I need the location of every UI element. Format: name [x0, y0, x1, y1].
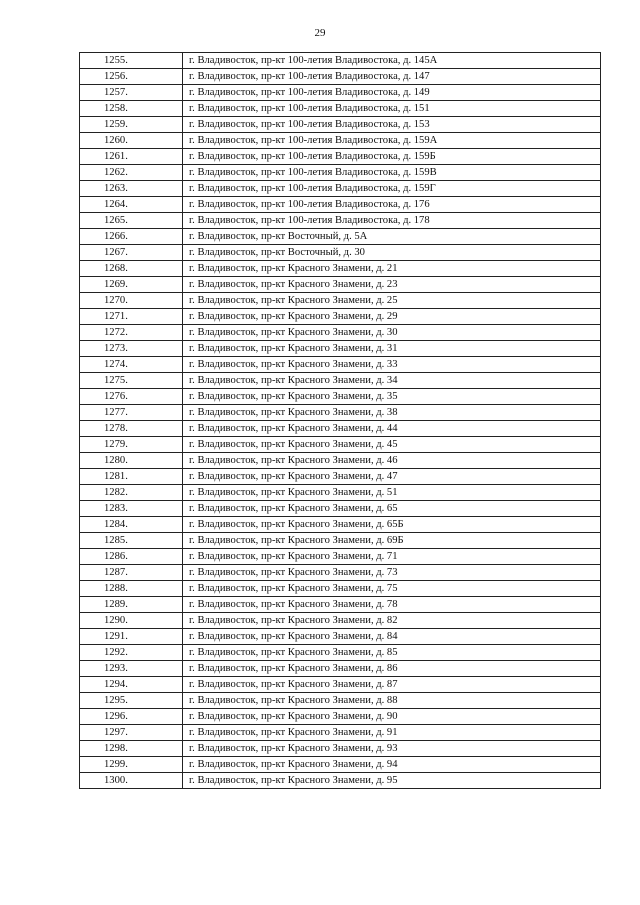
row-number: 1258. — [80, 101, 183, 117]
table-row — [80, 709, 601, 725]
row-address: г. Владивосток, пр-кт Красного Знамени, д. 90 — [183, 709, 601, 725]
row-address: г. Владивосток, пр-кт Красного Знамени, д. 94 — [183, 757, 601, 773]
row-address: г. Владивосток, пр-кт Красного Знамени, д. 30 — [183, 325, 601, 341]
row-number: 1267. — [80, 245, 183, 261]
table-row — [80, 565, 601, 581]
row-number: 1294. — [80, 677, 183, 693]
table-row — [80, 229, 601, 245]
table-row — [80, 597, 601, 613]
row-number: 1283. — [80, 501, 183, 517]
row-number: 1264. — [80, 197, 183, 213]
table-row — [80, 261, 601, 277]
table-row — [80, 581, 601, 597]
table-row — [80, 277, 601, 293]
row-address: г. Владивосток, пр-кт Красного Знамени, д. 21 — [183, 261, 601, 277]
row-address: г. Владивосток, пр-кт Красного Знамени, д. 23 — [183, 277, 601, 293]
row-address: г. Владивосток, пр-кт Красного Знамени, д. 95 — [183, 773, 601, 789]
table-row — [80, 613, 601, 629]
table-row — [80, 389, 601, 405]
table-row — [80, 325, 601, 341]
row-number: 1266. — [80, 229, 183, 245]
row-number: 1262. — [80, 165, 183, 181]
table-row — [80, 181, 601, 197]
row-address: г. Владивосток, пр-кт Красного Знамени, д. 35 — [183, 389, 601, 405]
row-address: г. Владивосток, пр-кт Красного Знамени, д. 93 — [183, 741, 601, 757]
table-row — [80, 117, 601, 133]
row-address: г. Владивосток, пр-кт 100-летия Владивостока, д. 159В — [183, 165, 601, 181]
row-number: 1290. — [80, 613, 183, 629]
row-address: г. Владивосток, пр-кт 100-летия Владивостока, д. 147 — [183, 69, 601, 85]
table-row — [80, 165, 601, 181]
table-row — [80, 53, 601, 69]
row-address: г. Владивосток, пр-кт Красного Знамени, д. 65 — [183, 501, 601, 517]
table-row — [80, 725, 601, 741]
row-number: 1285. — [80, 533, 183, 549]
table-row — [80, 149, 601, 165]
table-row — [80, 549, 601, 565]
row-address: г. Владивосток, пр-кт Красного Знамени, д. 25 — [183, 293, 601, 309]
table-row — [80, 485, 601, 501]
table-row — [80, 757, 601, 773]
row-number: 1269. — [80, 277, 183, 293]
table-row — [80, 341, 601, 357]
row-number: 1280. — [80, 453, 183, 469]
row-address: г. Владивосток, пр-кт Красного Знамени, д. 29 — [183, 309, 601, 325]
table-row — [80, 741, 601, 757]
table-row — [80, 677, 601, 693]
row-address: г. Владивосток, пр-кт 100-летия Владивостока, д. 151 — [183, 101, 601, 117]
row-number: 1299. — [80, 757, 183, 773]
row-address: г. Владивосток, пр-кт Красного Знамени, д. 88 — [183, 693, 601, 709]
row-number: 1256. — [80, 69, 183, 85]
row-number: 1279. — [80, 437, 183, 453]
table-row — [80, 69, 601, 85]
row-number: 1284. — [80, 517, 183, 533]
row-address: г. Владивосток, пр-кт Красного Знамени, д. 33 — [183, 357, 601, 373]
table-row — [80, 469, 601, 485]
row-address: г. Владивосток, пр-кт Восточный, д. 5А — [183, 229, 601, 245]
table-row — [80, 421, 601, 437]
row-address: г. Владивосток, пр-кт Красного Знамени, д. 44 — [183, 421, 601, 437]
row-number: 1276. — [80, 389, 183, 405]
row-number: 1277. — [80, 405, 183, 421]
row-number: 1273. — [80, 341, 183, 357]
row-address: г. Владивосток, пр-кт Красного Знамени, д. 46 — [183, 453, 601, 469]
row-address: г. Владивосток, пр-кт Красного Знамени, д. 86 — [183, 661, 601, 677]
row-number: 1261. — [80, 149, 183, 165]
row-number: 1274. — [80, 357, 183, 373]
row-address: г. Владивосток, пр-кт 100-летия Владивостока, д. 178 — [183, 213, 601, 229]
table-row — [80, 133, 601, 149]
row-address: г. Владивосток, пр-кт 100-летия Владивостока, д. 159А — [183, 133, 601, 149]
row-address: г. Владивосток, пр-кт 100-летия Владивостока, д. 145А — [183, 53, 601, 69]
row-number: 1300. — [80, 773, 183, 789]
table-row — [80, 197, 601, 213]
table-row — [80, 629, 601, 645]
table-row — [80, 773, 601, 789]
table-row — [80, 357, 601, 373]
row-number: 1288. — [80, 581, 183, 597]
page-number: 29 — [314, 27, 326, 39]
row-address: г. Владивосток, пр-кт Красного Знамени, д. 65Б — [183, 517, 601, 533]
row-address: г. Владивосток, пр-кт Восточный, д. 30 — [183, 245, 601, 261]
table-row — [80, 85, 601, 101]
table-row — [80, 645, 601, 661]
row-address: г. Владивосток, пр-кт Красного Знамени, д. 73 — [183, 565, 601, 581]
table-row — [80, 533, 601, 549]
row-address: г. Владивосток, пр-кт Красного Знамени, д. 47 — [183, 469, 601, 485]
row-number: 1272. — [80, 325, 183, 341]
row-number: 1298. — [80, 741, 183, 757]
row-number: 1296. — [80, 709, 183, 725]
row-number: 1268. — [80, 261, 183, 277]
row-number: 1275. — [80, 373, 183, 389]
row-address: г. Владивосток, пр-кт 100-летия Владивостока, д. 176 — [183, 197, 601, 213]
row-address: г. Владивосток, пр-кт 100-летия Владивостока, д. 149 — [183, 85, 601, 101]
row-number: 1282. — [80, 485, 183, 501]
row-number: 1260. — [80, 133, 183, 149]
row-address: г. Владивосток, пр-кт Красного Знамени, д. 85 — [183, 645, 601, 661]
row-number: 1291. — [80, 629, 183, 645]
row-number: 1265. — [80, 213, 183, 229]
row-address: г. Владивосток, пр-кт Красного Знамени, д. 91 — [183, 725, 601, 741]
table-row — [80, 245, 601, 261]
row-address: г. Владивосток, пр-кт Красного Знамени, д. 78 — [183, 597, 601, 613]
row-address: г. Владивосток, пр-кт Красного Знамени, д. 84 — [183, 629, 601, 645]
row-address: г. Владивосток, пр-кт Красного Знамени, д. 51 — [183, 485, 601, 501]
row-number: 1259. — [80, 117, 183, 133]
row-number: 1255. — [80, 53, 183, 69]
table-row — [80, 453, 601, 469]
table-row — [80, 309, 601, 325]
row-address: г. Владивосток, пр-кт Красного Знамени, д. 38 — [183, 405, 601, 421]
row-number: 1270. — [80, 293, 183, 309]
row-number: 1287. — [80, 565, 183, 581]
row-number: 1292. — [80, 645, 183, 661]
table-row — [80, 501, 601, 517]
table-row — [80, 213, 601, 229]
row-address: г. Владивосток, пр-кт Красного Знамени, д. 75 — [183, 581, 601, 597]
table-row — [80, 101, 601, 117]
table-row — [80, 517, 601, 533]
row-number: 1281. — [80, 469, 183, 485]
row-number: 1286. — [80, 549, 183, 565]
address-table — [79, 52, 601, 789]
table-row — [80, 437, 601, 453]
table-row — [80, 693, 601, 709]
row-address: г. Владивосток, пр-кт Красного Знамени, д. 69Б — [183, 533, 601, 549]
row-number: 1278. — [80, 421, 183, 437]
table-row — [80, 661, 601, 677]
row-number: 1257. — [80, 85, 183, 101]
row-address: г. Владивосток, пр-кт 100-летия Владивостока, д. 153 — [183, 117, 601, 133]
row-address: г. Владивосток, пр-кт Красного Знамени, д. 71 — [183, 549, 601, 565]
row-number: 1263. — [80, 181, 183, 197]
address-table-body — [80, 53, 601, 789]
row-number: 1271. — [80, 309, 183, 325]
row-address: г. Владивосток, пр-кт Красного Знамени, д. 34 — [183, 373, 601, 389]
row-number: 1293. — [80, 661, 183, 677]
row-number: 1289. — [80, 597, 183, 613]
row-number: 1295. — [80, 693, 183, 709]
row-address: г. Владивосток, пр-кт 100-летия Владивостока, д. 159Г — [183, 181, 601, 197]
row-number: 1297. — [80, 725, 183, 741]
row-address: г. Владивосток, пр-кт Красного Знамени, д. 45 — [183, 437, 601, 453]
table-row — [80, 405, 601, 421]
table-row — [80, 373, 601, 389]
table-row — [80, 293, 601, 309]
row-address: г. Владивосток, пр-кт Красного Знамени, д. 82 — [183, 613, 601, 629]
row-address: г. Владивосток, пр-кт Красного Знамени, д. 31 — [183, 341, 601, 357]
row-address: г. Владивосток, пр-кт Красного Знамени, д. 87 — [183, 677, 601, 693]
row-address: г. Владивосток, пр-кт 100-летия Владивостока, д. 159Б — [183, 149, 601, 165]
